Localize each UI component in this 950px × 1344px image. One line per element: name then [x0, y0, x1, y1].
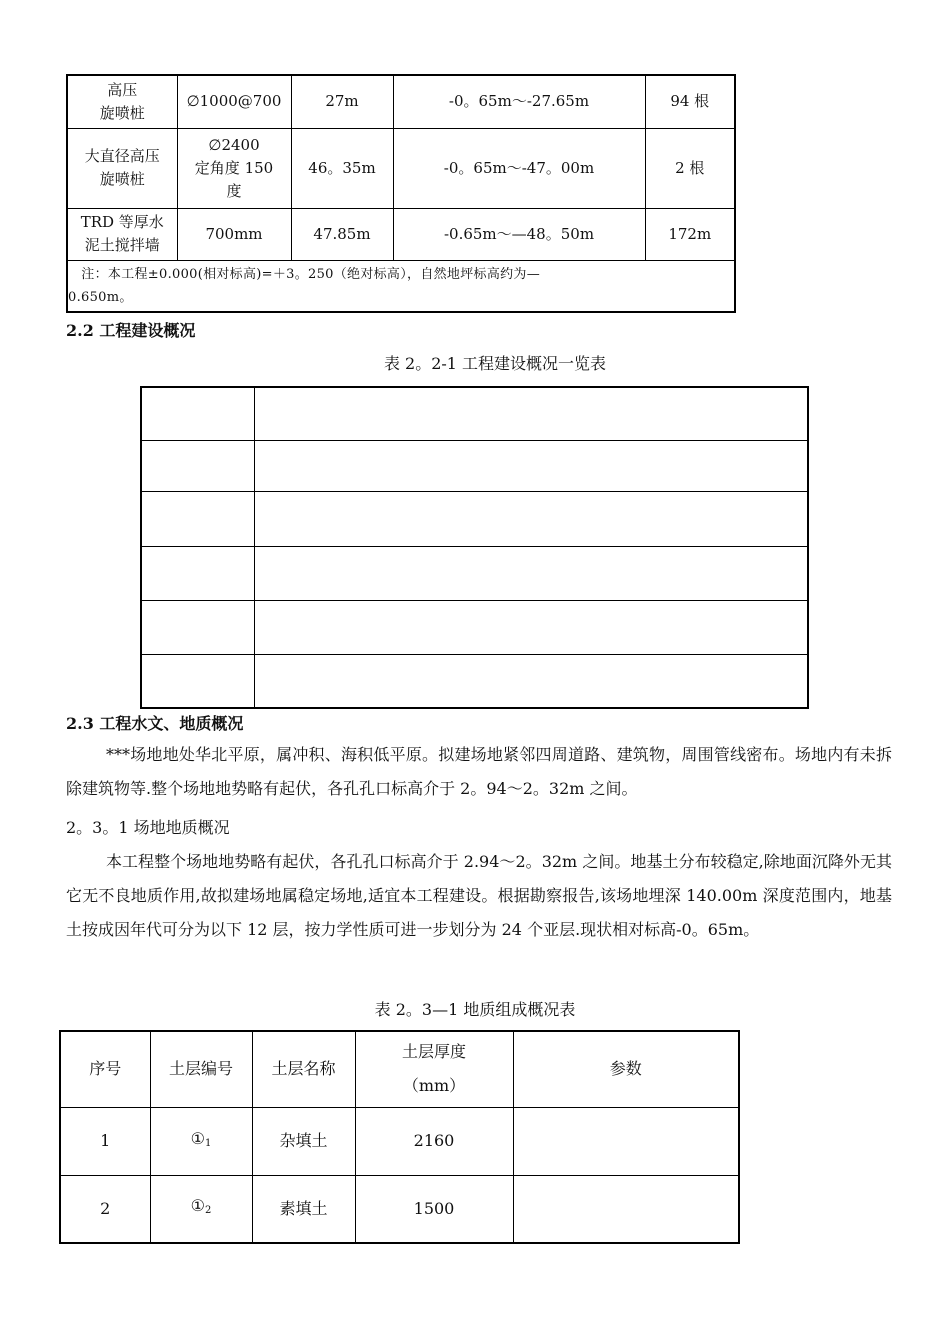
table-cell [254, 546, 808, 600]
pile-depth: 46。35m [291, 128, 393, 208]
paragraph-geology: 本工程整个场地地势略有起伏，各孔孔口标高介于 2.94～2。32m 之间。地基土分布较稳定,除地面沉降外无其它无不良地质作用,故拟建场地属稳定场地,适宜本工程建设。根据勘察报告,该场地埋深 140.00m 深度范围内，地基土按成因年代可分为以下 12 层，按力学性质可进一步划分为 24 个亚层.现状相对标高-0。65m。 [66, 852, 892, 939]
table-cell [141, 387, 254, 440]
pile-type: TRD 等厚水 泥土搅拌墙 [67, 208, 177, 260]
cell-param [513, 1175, 739, 1243]
section-heading-2-2: 2.2 工程建设概况 [66, 321, 196, 340]
table-note: 注：本工程±0.000(相对标高)=＋3。250（绝对标高），自然地坪标高约为— 0.650m。 [67, 260, 735, 312]
table-row [67, 75, 735, 128]
pile-spec: ∅1000@700 [177, 75, 291, 128]
pile-elevation: -0.65m～—48。50m [393, 208, 645, 260]
table-cell [141, 440, 254, 491]
cell-code: $①_1$ [150, 1107, 252, 1175]
table-row [60, 1107, 739, 1175]
soil-table [59, 1030, 740, 1244]
table-cell [141, 546, 254, 600]
section-heading-2-3: 2.3 工程水文、地质概况 [66, 714, 244, 733]
table-row [60, 1175, 739, 1243]
cell-code: $①_2$ [150, 1175, 252, 1243]
table-row [141, 546, 808, 600]
cell-name: 杂填土 [252, 1107, 355, 1175]
table-cell [254, 387, 808, 440]
pile-quantity: 2 根 [645, 128, 735, 208]
cell-param [513, 1107, 739, 1175]
table-header-row [60, 1031, 739, 1107]
cell-name: 素填土 [252, 1175, 355, 1243]
header-thickness: 土层厚度 （mm） [355, 1031, 513, 1107]
pile-type: 高压 旋喷桩 [67, 75, 177, 128]
cell-thickness: 2160 [355, 1107, 513, 1175]
table-note-row [67, 260, 735, 312]
header-name: 土层名称 [252, 1031, 355, 1107]
table-cell [254, 491, 808, 546]
cell-thickness: 1500 [355, 1175, 513, 1243]
paragraph-site-overview: ***场地地处华北平原，属冲积、海积低平原。拟建场地紧邻四周道路、建筑物，周围管线密布。场地内有未拆除建筑物等.整个场地地势略有起伏，各孔孔口标高介于 2。94～2。32m 之间。 [66, 745, 892, 798]
header-param: 参数 [513, 1031, 739, 1107]
header-code: 土层编号 [150, 1031, 252, 1107]
table-caption-2-2-1: 表 2。2-1 工程建设概况一览表 [383, 354, 607, 373]
pile-quantity: 94 根 [645, 75, 735, 128]
pile-depth: 47.85m [291, 208, 393, 260]
header-no: 序号 [60, 1031, 150, 1107]
subsection-heading-2-3-1: 2。3。1 场地地质概况 [66, 818, 230, 837]
cell-no: 2 [60, 1175, 150, 1243]
pile-elevation: -0。65m～-27.65m [393, 75, 645, 128]
table-cell [254, 654, 808, 708]
pile-spec: 700mm [177, 208, 291, 260]
table-cell [254, 600, 808, 654]
table-row [141, 387, 808, 440]
table-row [141, 654, 808, 708]
table-row [141, 600, 808, 654]
pile-table [66, 74, 736, 313]
table-cell [141, 654, 254, 708]
cell-no: 1 [60, 1107, 150, 1175]
table-row [67, 208, 735, 260]
table-row [67, 128, 735, 208]
table-cell [141, 600, 254, 654]
table-caption-2-3-1: 表 2。3—1 地质组成概况表 [374, 1000, 576, 1019]
pile-elevation: -0。65m～-47。00m [393, 128, 645, 208]
pile-type: 大直径高压 旋喷桩 [67, 128, 177, 208]
table-cell [254, 440, 808, 491]
table-row [141, 491, 808, 546]
pile-depth: 27m [291, 75, 393, 128]
construction-overview-table [140, 386, 809, 709]
table-cell [141, 491, 254, 546]
table-row [141, 440, 808, 491]
pile-quantity: 172m [645, 208, 735, 260]
pile-spec: ∅2400 定角度 150 度 [177, 128, 291, 208]
